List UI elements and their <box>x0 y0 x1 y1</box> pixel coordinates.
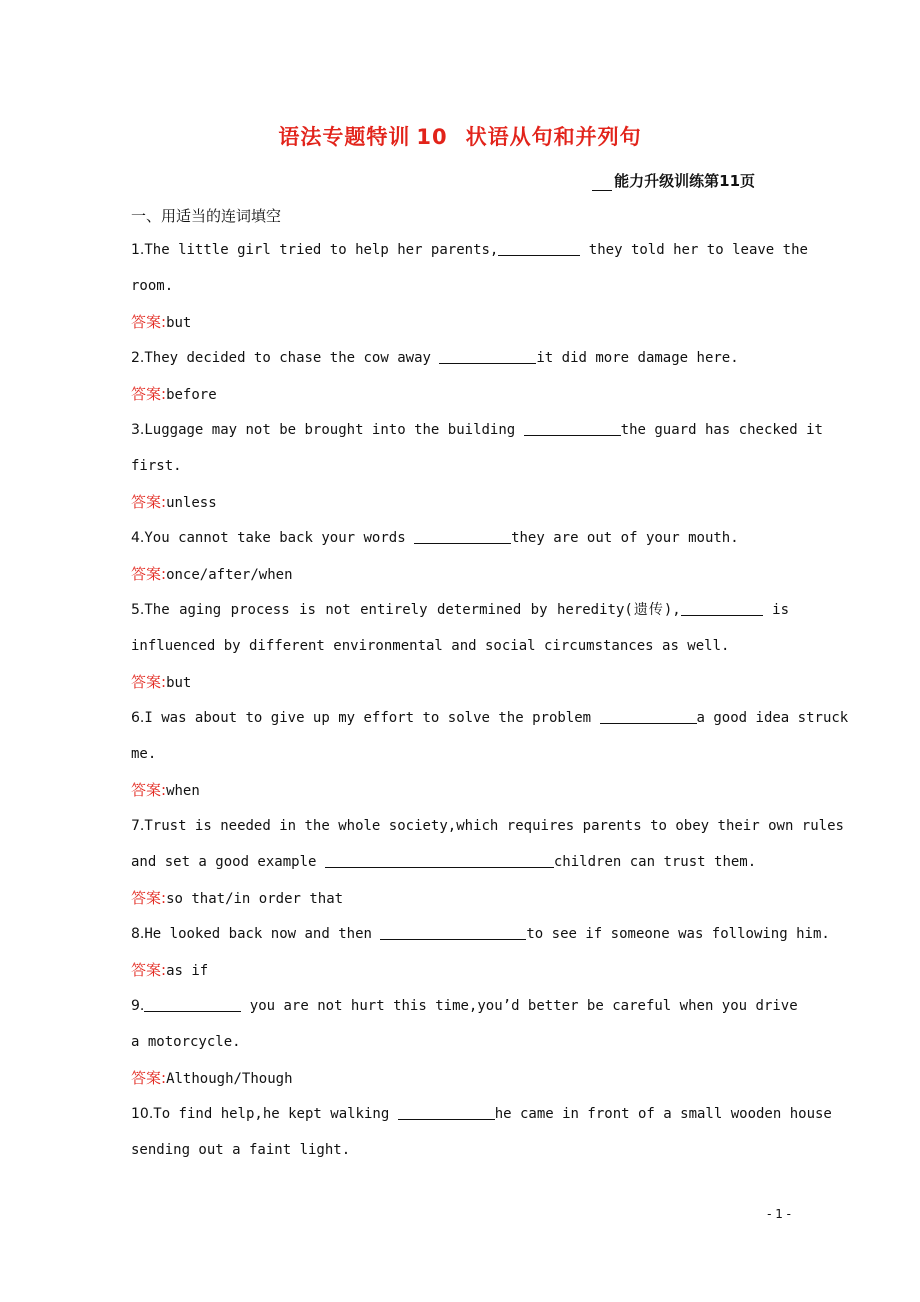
question-text: is <box>762 602 789 618</box>
question-number: 8. <box>131 926 145 942</box>
answer-blank[interactable] <box>498 239 580 256</box>
answer-label: 答案: <box>131 1069 167 1087</box>
question-number: 9. <box>131 998 145 1014</box>
question-number: 4. <box>131 530 145 546</box>
subtitle-underline <box>592 176 612 191</box>
answer-blank[interactable] <box>380 923 526 940</box>
question-number: 3. <box>131 422 145 438</box>
question-1-cont: room. <box>131 278 174 294</box>
answer-label: 答案: <box>131 385 167 403</box>
answer-2 <box>131 376 789 412</box>
question-2 <box>131 340 789 376</box>
question-7 <box>131 808 844 844</box>
question-text: Luggage may not be brought into the building <box>144 422 524 438</box>
answer-text: once/after/when <box>166 567 293 583</box>
question-10 <box>131 1096 832 1132</box>
answer-text: Although/Though <box>166 1071 293 1087</box>
answer-7 <box>131 880 789 916</box>
question-4 <box>131 520 789 556</box>
answer-9 <box>131 1060 789 1096</box>
question-6 <box>131 700 849 736</box>
answer-1 <box>131 304 789 340</box>
question-text: a good idea struck <box>696 710 849 726</box>
answer-blank[interactable] <box>398 1103 495 1120</box>
question-text: He looked back now and then <box>144 926 381 942</box>
answer-label: 答案: <box>131 961 167 979</box>
answer-text: as if <box>166 963 209 979</box>
title-text-a: 语法专题特训 <box>278 125 411 149</box>
subtitle-text: 能力升级训练第11页 <box>614 172 755 190</box>
question-text: it did more damage here. <box>536 350 739 366</box>
question-text: children can trust them. <box>553 854 757 870</box>
question-text: the guard has checked it <box>620 422 823 438</box>
answer-label: 答案: <box>131 889 167 907</box>
answer-text: unless <box>166 495 217 511</box>
answer-text: before <box>166 387 217 403</box>
answer-8 <box>131 952 789 988</box>
question-text: they told her to leave the <box>580 242 808 258</box>
answer-3 <box>131 484 789 520</box>
answer-5 <box>131 664 789 700</box>
subtitle <box>592 170 755 191</box>
title-number: 10 <box>416 125 448 149</box>
question-6-cont: me. <box>131 746 157 762</box>
answer-blank[interactable] <box>325 851 554 868</box>
answer-text: when <box>166 783 200 799</box>
question-number: 10. <box>131 1106 154 1122</box>
question-3-cont: first. <box>131 458 182 474</box>
question-text: Trust is needed in the whole society,which requires parents to obey their own rules <box>144 818 844 834</box>
question-5-cont: influenced by different environmental and social circumstances as well. <box>131 638 730 654</box>
question-number: 1. <box>131 242 145 258</box>
question-text: I was about to give up my effort to solve the problem <box>144 710 600 726</box>
question-text: The aging process is not entirely determined by heredity(遗传), <box>144 602 681 618</box>
answer-6 <box>131 772 789 808</box>
question-text: They decided to chase the cow away <box>144 350 440 366</box>
answer-blank[interactable] <box>600 707 697 724</box>
page-title <box>0 121 920 151</box>
question-9-cont: a motorcycle. <box>131 1034 241 1050</box>
question-8 <box>131 916 830 952</box>
question-10-cont: sending out a faint light. <box>131 1142 351 1158</box>
question-number: 6. <box>131 710 145 726</box>
question-text: he came in front of a small wooden house <box>494 1106 832 1122</box>
question-9 <box>131 988 798 1024</box>
title-text-b: 状语从句和并列句 <box>465 125 642 149</box>
question-1 <box>131 232 808 268</box>
answer-blank[interactable] <box>524 419 621 436</box>
answer-text: but <box>166 675 192 691</box>
answer-label: 答案: <box>131 313 167 331</box>
answer-4 <box>131 556 789 592</box>
question-number: 5. <box>131 602 145 618</box>
question-number: 2. <box>131 350 145 366</box>
question-text: to see if someone was following him. <box>526 926 830 942</box>
answer-label: 答案: <box>131 565 167 583</box>
answer-label: 答案: <box>131 493 167 511</box>
question-number: 7. <box>131 818 145 834</box>
answer-text: so that/in order that <box>166 891 344 907</box>
question-text: and set a good example <box>131 854 325 870</box>
question-text: To find help,he kept walking <box>153 1106 398 1122</box>
question-text: you are not hurt this time,you’d better be careful when you drive <box>241 998 798 1014</box>
question-3 <box>131 412 823 448</box>
answer-blank[interactable] <box>681 599 763 616</box>
question-5 <box>131 592 789 628</box>
question-7-cont <box>131 844 789 880</box>
answer-text: but <box>166 315 192 331</box>
section-heading: 一、用适当的连词填空 <box>131 207 282 225</box>
answer-label: 答案: <box>131 673 167 691</box>
question-text: they are out of your mouth. <box>511 530 739 546</box>
answer-blank[interactable] <box>144 995 241 1012</box>
question-text: You cannot take back your words <box>144 530 415 546</box>
exercise-list <box>131 232 849 1168</box>
answer-blank[interactable] <box>414 527 511 544</box>
page-number: - 1 - <box>767 1207 791 1221</box>
answer-label: 答案: <box>131 781 167 799</box>
question-text: The little girl tried to help her parents, <box>144 242 499 258</box>
answer-blank[interactable] <box>439 347 536 364</box>
